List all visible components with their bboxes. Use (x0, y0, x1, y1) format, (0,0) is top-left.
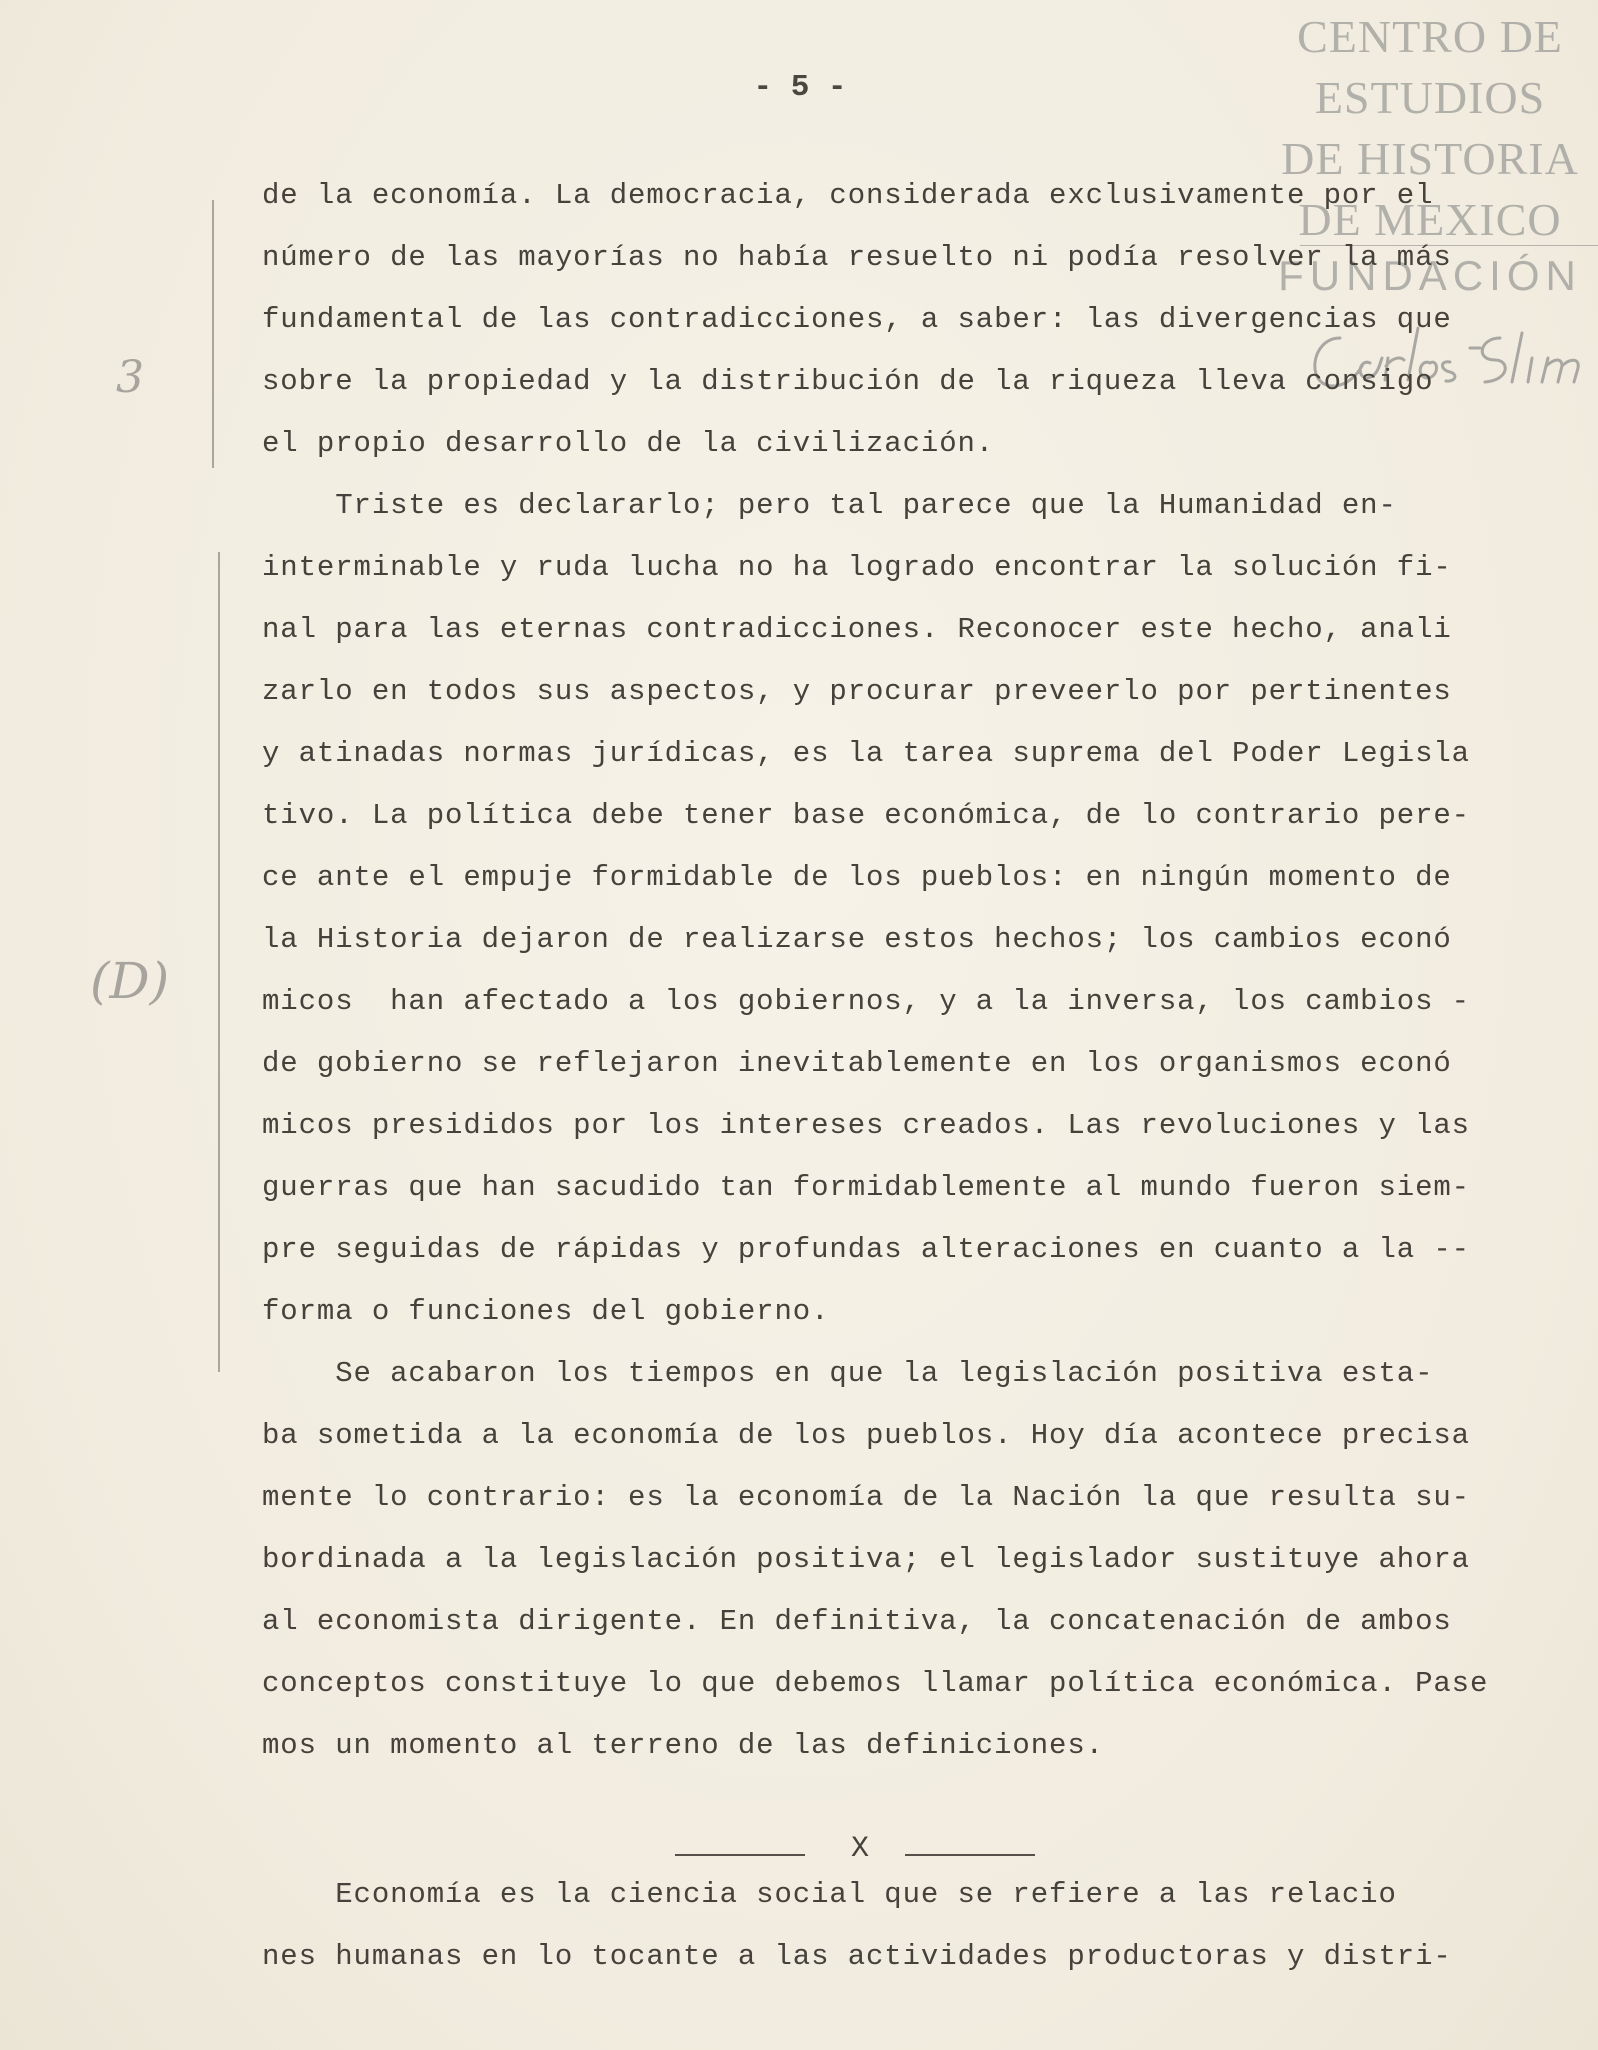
text-line: bordinada a la legislación positiva; el legislador sustituye ahora (262, 1543, 1470, 1576)
text-line: guerras que han sacudido tan formidablemente al mundo fueron siem- (262, 1171, 1470, 1204)
text-line: fundamental de las contradicciones, a saber: las divergencias que (262, 303, 1452, 336)
text-line: interminable y ruda lucha no ha logrado encontrar la solución fi- (262, 551, 1452, 584)
text-line: al economista dirigente. En definitiva, la concatenación de ambos (262, 1605, 1452, 1638)
margin-bracket (218, 552, 220, 1372)
text-line: ce ante el empuje formidable de los pueblos: en ningún momento de (262, 861, 1452, 894)
text-line: pre seguidas de rápidas y profundas alteraciones en cuanto a la -- (262, 1233, 1470, 1266)
typewritten-body (262, 165, 1532, 1777)
text-line: sobre la propiedad y la distribución de la riqueza lleva consigo (262, 365, 1434, 398)
text-line: nal para las eternas contradicciones. Reconocer este hecho, anali (262, 613, 1452, 646)
text-line: ba sometida a la economía de los pueblos. Hoy día acontece precisa (262, 1419, 1470, 1452)
text-line: micos han afectado a los gobiernos, y a la inversa, los cambios - (262, 985, 1470, 1018)
watermark-line: DE HISTORIA (1281, 133, 1579, 184)
margin-note: (D) (90, 952, 170, 1010)
watermark-line: ESTUDIOS (1314, 72, 1546, 123)
text-line: Se acabaron los tiempos en que la legislación positiva esta- (262, 1357, 1434, 1390)
text-line: y atinadas normas jurídicas, es la tarea suprema del Poder Legisla (262, 737, 1470, 770)
text-line: el propio desarrollo de la civilización. (262, 427, 995, 460)
text-line: Economía es la ciencia social que se refiere a las relacio (262, 1878, 1397, 1911)
text-line: de gobierno se reflejaron inevitablemente en los organismos econó (262, 1047, 1452, 1080)
divider-mark: X (850, 1832, 869, 1866)
text-line: Triste es declararlo; pero tal parece que la Humanidad en- (262, 489, 1397, 522)
text-line: conceptos constituye lo que debemos llamar política económica. Pase (262, 1667, 1489, 1700)
text-line: la Historia dejaron de realizarse estos hechos; los cambios econó (262, 923, 1452, 956)
watermark-line: CENTRO DE (1297, 11, 1563, 62)
final-paragraph (262, 1864, 1532, 1988)
text-line: mente lo contrario: es la economía de la Nación la que resulta su- (262, 1481, 1470, 1514)
text-line: número de las mayorías no había resuelto ni podía resolver la más (262, 241, 1452, 274)
text-line: tivo. La política debe tener base económica, de lo contrario pere- (262, 799, 1470, 832)
margin-bracket (212, 200, 214, 468)
margin-note: 3 (116, 352, 144, 403)
divider-rule (675, 1854, 805, 1856)
text-line: zarlo en todos sus aspectos, y procurar preveerlo por pertinentes (262, 675, 1452, 708)
text-line: forma o funciones del gobierno. (262, 1295, 830, 1328)
text-line: mos un momento al terreno de las definiciones. (262, 1729, 1104, 1762)
text-line: nes humanas en lo tocante a las actividades productoras y distri- (262, 1940, 1452, 1973)
divider-rule (905, 1854, 1035, 1856)
watermark-foundation: FUNDACIÓN (1278, 252, 1582, 299)
watermark-line: DE MEXICO (1298, 194, 1562, 245)
text-line: de la economía. La democracia, considerada exclusivamente por el (262, 179, 1434, 212)
text-line: micos presididos por los intereses creados. Las revoluciones y las (262, 1109, 1470, 1142)
page-number: - 5 - (753, 70, 847, 105)
